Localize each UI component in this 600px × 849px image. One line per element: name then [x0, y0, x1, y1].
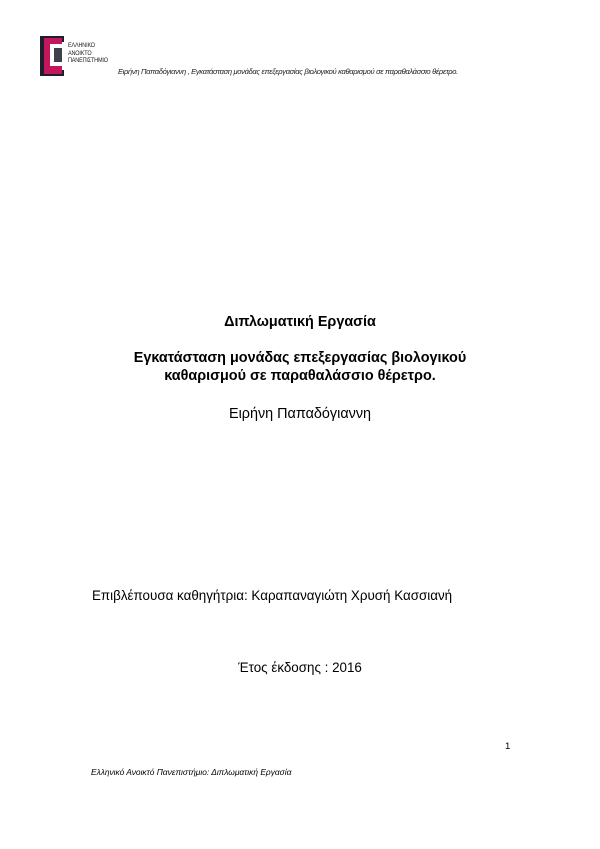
supervisor-line: Επιβλέπουσα καθηγήτρια: Καραπαναγιώτη Χρυσή Κασσιανή [92, 588, 453, 603]
university-logo [40, 36, 112, 78]
thesis-title-line: καθαρισμού σε παραθαλάσσιο θέρετρο. [164, 368, 436, 384]
logo-emblem-icon [40, 36, 68, 76]
thesis-title [0, 349, 600, 385]
thesis-title-line: Εγκατάσταση μονάδας επεξεργασίας βιολογικού [133, 350, 467, 366]
logo-text [68, 42, 108, 65]
logo-text-line: ΠΑΝΕΠΙΣΤΗΜΙΟ [68, 57, 108, 65]
document-type-heading: Διπλωματική Εργασία [224, 314, 376, 330]
logo-text-line: ΕΛΛΗΝΙΚΟ [68, 42, 95, 49]
logo-text-line: ΑΝΟΙΚΤΟ [68, 49, 92, 57]
page-number: 1 [505, 741, 511, 752]
running-footer: Ελληνικό Ανοικτό Πανεπιστήμιο: Διπλωματική Εργασία [91, 767, 292, 777]
publication-year: Έτος έκδοσης : 2016 [238, 660, 362, 675]
author-name: Ειρήνη Παπαδόγιαννη [228, 406, 372, 422]
running-header: Ειρήνη Παπαδόγιαννη , Εγκατάσταση μονάδας επεξεργασίας βιολογικού καθαρισμού σε παραθαλάσσιο θέρετρο. [118, 67, 458, 76]
